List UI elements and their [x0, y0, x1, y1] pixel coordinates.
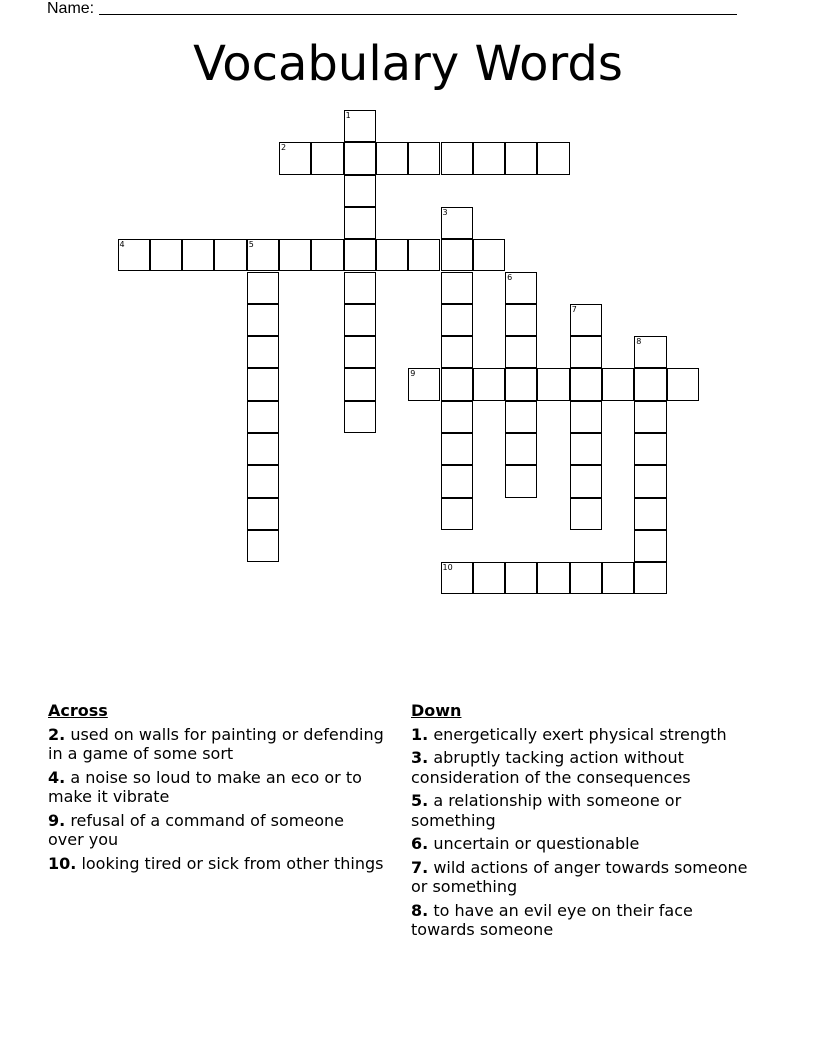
clue-text: looking tired or sick from other things — [81, 853, 384, 873]
grid-cell[interactable] — [570, 562, 602, 594]
grid-cell[interactable] — [344, 304, 376, 336]
grid-cell[interactable] — [247, 465, 279, 497]
grid-cell[interactable] — [247, 304, 279, 336]
clue-across-10 — [48, 854, 384, 874]
grid-cell[interactable] — [441, 401, 473, 433]
grid-cell[interactable] — [473, 142, 505, 174]
grid-cell[interactable] — [247, 433, 279, 465]
clue-number: 8. — [411, 900, 429, 920]
grid-cell[interactable] — [408, 239, 440, 271]
grid-cell[interactable] — [570, 465, 602, 497]
clue-text: uncertain or questionable — [433, 834, 640, 853]
clue-text: to have an evil eye on their face towards someone — [411, 900, 693, 939]
grid-cell[interactable] — [537, 368, 569, 400]
down-heading: Down — [411, 701, 462, 720]
grid-cell[interactable] — [344, 110, 376, 142]
grid-cell[interactable] — [247, 401, 279, 433]
grid-cell[interactable] — [408, 368, 440, 400]
clue-down-5 — [411, 791, 751, 830]
grid-cell[interactable] — [279, 142, 311, 174]
grid-cell[interactable] — [150, 239, 182, 271]
grid-cell[interactable] — [570, 368, 602, 400]
clue-number: 6. — [411, 834, 429, 853]
grid-cell[interactable] — [634, 498, 666, 530]
clue-number: 7. — [411, 857, 429, 877]
grid-cell[interactable] — [344, 336, 376, 368]
grid-cell[interactable] — [441, 142, 473, 174]
grid-cell[interactable] — [441, 498, 473, 530]
grid-cell[interactable] — [441, 433, 473, 465]
grid-cell[interactable] — [634, 336, 666, 368]
grid-cell[interactable] — [634, 562, 666, 594]
grid-cell[interactable] — [634, 401, 666, 433]
grid-cell[interactable] — [247, 530, 279, 562]
grid-cell[interactable] — [634, 465, 666, 497]
clue-down-8 — [411, 901, 751, 940]
clue-number: 5. — [411, 791, 429, 810]
clue-text: used on walls for painting or defending in a game of some sort — [48, 724, 384, 763]
clue-number-label: 7 — [571, 304, 577, 314]
clue-down-3 — [411, 748, 751, 787]
grid-cell[interactable] — [570, 433, 602, 465]
grid-cell[interactable] — [408, 142, 440, 174]
grid-cell[interactable] — [247, 239, 279, 271]
grid-cell[interactable] — [441, 239, 473, 271]
grid-cell[interactable] — [634, 433, 666, 465]
grid-cell[interactable] — [279, 239, 311, 271]
grid-cell[interactable] — [376, 142, 408, 174]
clue-number-label: 8 — [636, 337, 642, 347]
grid-cell[interactable] — [473, 368, 505, 400]
grid-cell[interactable] — [505, 562, 537, 594]
grid-cell[interactable] — [505, 465, 537, 497]
clue-number-label: 2 — [281, 143, 287, 153]
across-heading: Across — [48, 701, 108, 720]
clue-down-6 — [411, 834, 751, 854]
grid-cell[interactable] — [570, 336, 602, 368]
clue-number-label: 10 — [442, 563, 453, 573]
clue-text: a relationship with someone or something — [411, 791, 682, 830]
clue-text: energetically exert physical strength — [433, 724, 727, 744]
grid-cell[interactable] — [505, 368, 537, 400]
grid-cell[interactable] — [344, 142, 376, 174]
clue-down-7 — [411, 858, 751, 897]
grid-cell[interactable] — [182, 239, 214, 271]
grid-cell[interactable] — [344, 207, 376, 239]
clue-number: 4. — [48, 767, 66, 787]
clue-text: a noise so loud to make an eco or to make it vibrate — [48, 767, 362, 806]
grid-cell[interactable] — [602, 562, 634, 594]
clue-number: 3. — [411, 748, 429, 767]
across-clues — [48, 701, 384, 877]
grid-cell[interactable] — [311, 239, 343, 271]
grid-cell[interactable] — [247, 272, 279, 304]
grid-cell[interactable] — [344, 175, 376, 207]
clue-number: 10. — [48, 853, 77, 873]
grid-cell[interactable] — [118, 239, 150, 271]
grid-cell[interactable] — [344, 272, 376, 304]
grid-cell[interactable] — [505, 304, 537, 336]
grid-cell[interactable] — [214, 239, 246, 271]
clue-text: wild actions of anger towards someone or something — [411, 857, 748, 896]
clue-across-4 — [48, 768, 384, 807]
grid-cell[interactable] — [537, 562, 569, 594]
clue-text: refusal of a command of someone over you — [48, 810, 345, 849]
grid-cell[interactable] — [505, 433, 537, 465]
grid-cell[interactable] — [311, 142, 343, 174]
grid-cell[interactable] — [667, 368, 699, 400]
clue-number-label: 1 — [345, 111, 351, 120]
name-label: Name: — [47, 0, 95, 17]
grid-cell[interactable] — [376, 239, 408, 271]
grid-cell[interactable] — [570, 401, 602, 433]
clue-across-2 — [48, 725, 384, 764]
grid-cell[interactable] — [441, 272, 473, 304]
down-clues — [411, 701, 751, 944]
clue-text: abruptly tacking action without consideration of the consequences — [411, 748, 691, 787]
grid-cell[interactable] — [473, 239, 505, 271]
grid-cell[interactable] — [344, 239, 376, 271]
grid-cell[interactable] — [441, 336, 473, 368]
grid-cell[interactable] — [570, 498, 602, 530]
clue-number: 2. — [48, 724, 66, 744]
grid-cell[interactable] — [344, 368, 376, 400]
grid-cell[interactable] — [441, 465, 473, 497]
clue-number: 9. — [48, 810, 66, 830]
clue-across-9 — [48, 811, 384, 850]
clue-number-label: 5 — [248, 240, 254, 250]
grid-cell[interactable] — [441, 562, 473, 594]
grid-cell[interactable] — [505, 272, 537, 304]
grid-cell[interactable] — [505, 142, 537, 174]
grid-cell[interactable] — [505, 401, 537, 433]
grid-cell[interactable] — [247, 498, 279, 530]
grid-cell[interactable] — [602, 368, 634, 400]
grid-cell[interactable] — [441, 304, 473, 336]
grid-cell[interactable] — [505, 336, 537, 368]
page-title: Vocabulary Words — [193, 36, 623, 92]
grid-cell[interactable] — [247, 368, 279, 400]
clue-number-label: 9 — [410, 369, 416, 379]
grid-cell[interactable] — [247, 336, 279, 368]
grid-cell[interactable] — [634, 530, 666, 562]
grid-cell[interactable] — [441, 368, 473, 400]
clue-number-label: 4 — [119, 240, 125, 250]
grid-cell[interactable] — [473, 562, 505, 594]
grid-cell[interactable] — [570, 304, 602, 336]
grid-cell[interactable] — [634, 368, 666, 400]
clue-number-label: 6 — [507, 272, 513, 282]
grid-cell[interactable] — [344, 401, 376, 433]
clue-down-1 — [411, 725, 751, 745]
grid-cell[interactable] — [537, 142, 569, 174]
grid-cell[interactable] — [441, 207, 473, 239]
clue-number-label: 3 — [442, 207, 448, 217]
clue-number: 1. — [411, 724, 429, 744]
